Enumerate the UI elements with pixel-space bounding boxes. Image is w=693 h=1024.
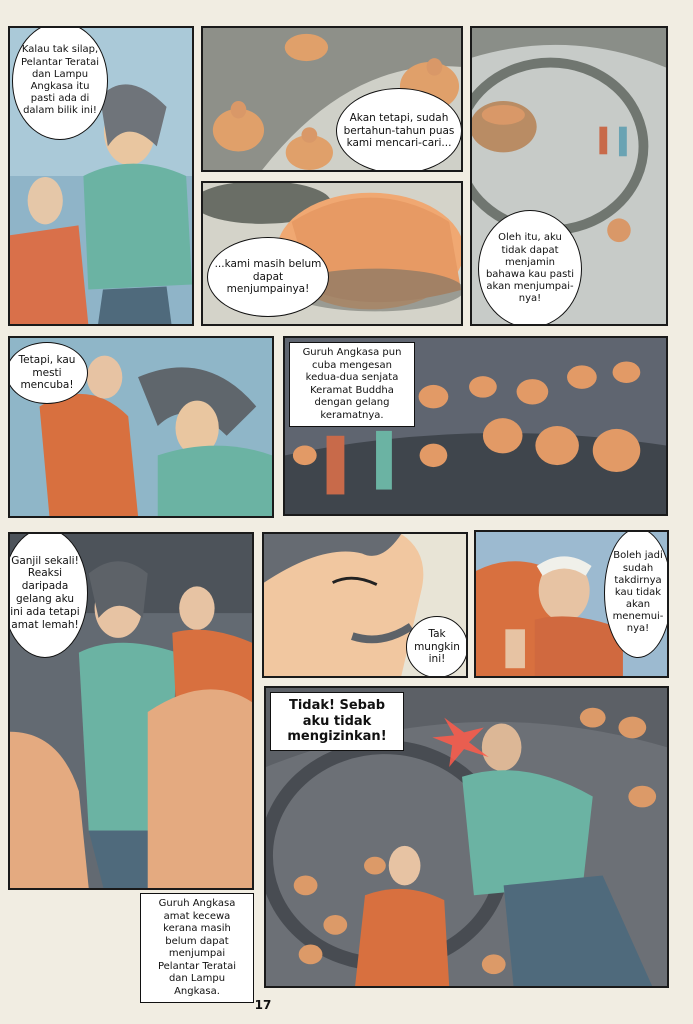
speech-bubble: Boleh jadi sudah takdirnya kau tidak akan menemui-nya! xyxy=(604,530,669,658)
speech-bubble: ...kami masih belum dapat menjumpainya! xyxy=(207,237,329,317)
speech-bubble: Akan tetapi, sudah bertahun-tahun puas kami mencari-cari... xyxy=(336,88,462,172)
panel-7 xyxy=(8,532,254,890)
page-number: 17 xyxy=(254,998,272,1012)
panel-6 xyxy=(283,336,668,516)
speech-bubble: Tak mungkin ini! xyxy=(406,616,468,678)
panel-2 xyxy=(201,26,463,172)
speech-bubble: Kalau tak silap, Pelantar Teratai dan Lampu Angkasa itu pasti ada di dalam bilik ini! xyxy=(12,26,108,140)
speech-bubble: Tetapi, kau mesti mencuba! xyxy=(8,342,88,404)
narration-caption-bottom: Guruh Angkasa amat kecewa kerana masih belum dapat menjumpai Pelantar Teratai dan Lampu Angkasa. xyxy=(140,893,254,1003)
shout-bubble: Tidak! Sebab aku tidak mengizinkan! xyxy=(270,692,404,751)
panel-8 xyxy=(262,532,468,678)
panel-1 xyxy=(8,26,194,326)
panel-10 xyxy=(264,686,669,988)
panel-3 xyxy=(201,181,463,326)
narration-caption: Guruh Angkasa pun cuba mengesan kedua-dua senjata Keramat Buddha dengan gelang keramatnya. xyxy=(289,342,415,427)
panel-5 xyxy=(8,336,274,518)
speech-bubble: Ganjil sekali! Reaksi daripada gelang aku ini ada tetapi amat lemah! xyxy=(8,532,88,658)
panel-9 xyxy=(474,530,669,678)
speech-bubble: Oleh itu, aku tidak dapat menjamin bahawa kau pasti akan menjumpai-nya! xyxy=(478,210,582,326)
panel-4 xyxy=(470,26,668,326)
